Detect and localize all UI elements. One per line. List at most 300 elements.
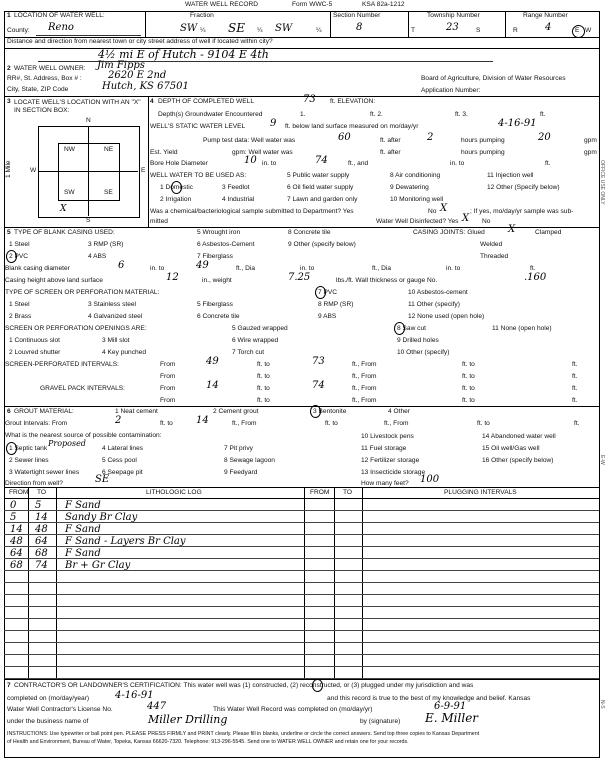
ft-from-label: ft., From (352, 373, 377, 380)
open-key[interactable]: 4 Key punched (102, 349, 146, 356)
ft-label: ft. (572, 397, 578, 404)
ft-to-label: ft. to (257, 397, 270, 404)
fraction-2-value[interactable]: SE (228, 21, 245, 35)
township-t: T (411, 27, 416, 34)
distance-value[interactable]: 4½ mi E of Hutch - 9104 E 4th (98, 48, 269, 61)
chem-no[interactable]: No (428, 208, 437, 215)
contam-lateral[interactable]: 4 Lateral lines (102, 445, 144, 452)
nw-label: NW (64, 146, 75, 153)
rule (330, 11, 331, 37)
section-number: 3 (7, 98, 11, 105)
screen-pvc[interactable]: 7 PVC (318, 289, 338, 296)
ft-to-label: ft. to (257, 373, 270, 380)
city-label: City, State, ZIP Code (7, 86, 69, 93)
open-louvred[interactable]: 2 Louvred shutter (9, 349, 61, 356)
gw-4: ft. (540, 111, 546, 118)
ksa-reference: KSA 82a-1212 (362, 1, 405, 8)
section-number-label: Section Number (333, 12, 381, 19)
casing-diameter-label: Blank casing diameter (5, 265, 70, 272)
address-value[interactable]: 2620 E 2nd (108, 70, 167, 81)
rule (4, 96, 599, 97)
casing-wrought[interactable]: 5 Wrought iron (197, 229, 241, 236)
use-domestic-circle (171, 181, 182, 194)
screen-asbestos[interactable]: 10 Asbestos-cement (408, 289, 468, 296)
range-e: E (575, 27, 580, 34)
casing-steel[interactable]: 1 Steel (9, 241, 30, 248)
completed-label: completed on (mo/day/year) (7, 695, 90, 702)
use-other[interactable]: 12 Other (Specify below) (487, 184, 560, 191)
log-from-cell[interactable]: 48 (10, 536, 23, 547)
city-value[interactable]: Hutch, KS 67501 (102, 81, 189, 92)
form-title: WATER WELL RECORD (185, 1, 259, 8)
contam-oilgas[interactable]: 15 Oil well/Gas well (482, 445, 540, 452)
open-other[interactable]: 10 Other (specify) (397, 349, 450, 356)
mile-label: 1 Mile (5, 160, 12, 178)
casing-fiberglass[interactable]: 7 Fiberglass (197, 253, 233, 260)
log-desc-cell[interactable]: Br + Gr Clay (65, 560, 131, 571)
ft-to-label: ft. to (257, 361, 270, 368)
application-label: Application Number: (421, 87, 481, 94)
record-completed-label: This Water Well Record was completed on (mo/day/yr) (213, 706, 373, 713)
chem-tail: ; If yes, mo/day/yr sample was sub- (470, 208, 574, 215)
section-number-value[interactable]: 8 (356, 22, 363, 33)
casing-rmp[interactable]: 3 RMP (SR) (88, 241, 124, 248)
joints-threaded[interactable]: Threaded (480, 253, 509, 260)
joints-label: CASING JOINTS: Glued (413, 229, 485, 236)
gw-1: 1. (300, 111, 306, 118)
weight-value[interactable]: 7.25 (288, 272, 311, 283)
screen-other[interactable]: 11 Other (specify) (408, 301, 460, 308)
screen-abs[interactable]: 9 ABS (318, 313, 337, 320)
rule (505, 11, 506, 37)
contam-other[interactable]: 16 Other (specify below) (482, 457, 554, 464)
use-public[interactable]: 5 Public water supply (287, 172, 350, 179)
use-domestic[interactable]: 1 Domestic (160, 184, 193, 191)
rule (4, 487, 599, 488)
section-number: 4 (150, 98, 154, 105)
height-label: Casing height above land surface (5, 277, 103, 284)
open-none[interactable]: 11 None (open hole) (492, 325, 552, 332)
gw-2: ft. 2. (370, 111, 383, 118)
pump-gpm-value[interactable]: 20 (538, 132, 551, 143)
log-rule (4, 546, 599, 547)
grout-neat[interactable]: 1 Neat cement (115, 408, 158, 415)
ft-and-label: ft., and (348, 160, 369, 167)
well-location-mark[interactable]: X (60, 204, 67, 214)
ft-to-label: ft. to (325, 420, 338, 427)
cert-line-2: and this record is true to the best of my knowledge and belief. Kansas (327, 695, 531, 702)
contamination-label: What is the nearest source of possible contamination: (5, 432, 162, 439)
completed-value[interactable]: 4-16-91 (115, 690, 154, 701)
ft-label: ft. (530, 265, 536, 272)
use-lawn[interactable]: 7 Lawn and garden only (287, 196, 358, 203)
license-label: Water Well Contractor's License No. (7, 706, 113, 713)
mitted-label: mitted (150, 218, 168, 225)
ft-label: ft. (545, 160, 551, 167)
grout-other[interactable]: 4 Other (388, 408, 410, 415)
open-mill[interactable]: 3 Mill slot (102, 337, 130, 344)
east-label: E (141, 167, 146, 174)
use-industrial[interactable]: 4 Industrial (222, 196, 255, 203)
openings-label: SCREEN OR PERFORATION OPENINGS ARE: (5, 325, 147, 332)
ft-label: ft. (572, 385, 578, 392)
business-label: under the business name of (7, 718, 89, 725)
pump-ft-value[interactable]: 60 (338, 132, 351, 143)
board-label: Board of Agriculture, Division of Water Resources (421, 75, 566, 82)
gpm-unit: gpm (584, 137, 597, 144)
open-sawcut-circle (394, 322, 405, 335)
log-desc-cell[interactable]: F Sand - Layers Br Clay (65, 536, 186, 547)
ft-to-label: ft. to (462, 373, 475, 380)
open-gauzed[interactable]: 5 Gauzed wrapped (232, 325, 288, 332)
contam-lagoon[interactable]: 8 Sewage lagoon (224, 457, 275, 464)
log-rule (4, 534, 599, 535)
contam-fertilizer[interactable]: 12 Fertilizer storage (361, 457, 420, 464)
margin-ew: E-W (599, 455, 605, 465)
log-from2-header: FROM (310, 489, 330, 496)
grout-cement[interactable]: 2 Cement grout (213, 408, 259, 415)
ft-dia-label: ft., Dia (236, 265, 256, 272)
static-level-value[interactable]: 9 (270, 118, 277, 129)
screen-material-label: TYPE OF SCREEN OR PERFORATION MATERIAL: (5, 289, 160, 296)
disinfected-label: Water Well Disinfected? Yes (376, 218, 459, 225)
direction-label: Direction from well? (5, 480, 63, 487)
casing-label: TYPE OF BLANK CASING USED: (14, 229, 115, 236)
section-number: 5 (7, 229, 11, 236)
casing-abs[interactable]: 4 ABS (88, 253, 107, 260)
bore-diameter-value[interactable]: 10 (244, 155, 257, 166)
log-rule (4, 606, 599, 607)
township-value[interactable]: 23 (446, 22, 459, 33)
bore-label: Bore Hole Diameter (150, 160, 208, 167)
gw-3: ft. 3. (455, 111, 468, 118)
grout-to-value[interactable]: 14 (196, 415, 209, 426)
log-to2-header: TO (343, 489, 353, 496)
ft-from-label: ft., From (352, 397, 377, 404)
screen-none[interactable]: 12 None used (open hole) (408, 313, 485, 320)
owner-label: WATER WELL OWNER: (14, 65, 86, 72)
hours-pumping-label: hours pumping (461, 137, 505, 144)
range-r: R (513, 27, 518, 34)
screen-brass[interactable]: 2 Brass (9, 313, 32, 320)
gravel-from-value[interactable]: 14 (206, 380, 219, 391)
ft-dia-label: ft., Dia (372, 265, 392, 272)
county-label: County: (7, 27, 30, 34)
township-s: S (476, 27, 481, 34)
county-underline (36, 35, 141, 36)
contam-feedyard[interactable]: 9 Feedyard (224, 469, 258, 476)
rule (304, 487, 305, 679)
rule (408, 11, 409, 37)
in-to-label: in. to (262, 160, 277, 167)
gauge-value[interactable]: .160 (524, 272, 547, 283)
ft-to-label: ft. to (257, 385, 270, 392)
log-from-cell[interactable]: 0 (10, 500, 17, 511)
from-label: From (160, 373, 176, 380)
section-number: 1 (7, 12, 11, 19)
ne-label: NE (104, 146, 114, 153)
rule (4, 679, 599, 680)
casing-diameter-value[interactable]: 6 (118, 260, 125, 271)
casing-pvc[interactable]: 2 PVC (9, 253, 29, 260)
use-irrigation[interactable]: 2 Irrigation (160, 196, 192, 203)
rule (148, 96, 149, 227)
open-continuous[interactable]: 1 Continuous slot (9, 337, 60, 344)
log-rule (4, 678, 599, 679)
contam-septic-circle (6, 442, 17, 455)
after-label: ft. after (380, 149, 401, 156)
contam-septic[interactable]: 1 Septic tank (9, 445, 48, 452)
instructions-line-2: of Health and Environment, Bureau of Water, Topeka, Kansas 66620-7320. Telephone: 913-296-5545. Send one to WATER WELL OWNER and retain one for your records. (7, 739, 409, 745)
grout-from-value[interactable]: 2 (115, 415, 122, 426)
contam-privy[interactable]: 7 Pit privy (224, 445, 253, 452)
feet-label: How many feet? (361, 480, 409, 487)
screen-intervals-label: SCREEN-PERFORATED INTERVALS: (5, 361, 119, 368)
constructed-circle (312, 679, 323, 692)
quarter-mark: ¼ (316, 27, 322, 34)
log-to-cell[interactable]: 5 (35, 500, 42, 511)
screen-concrete[interactable]: 6 Concrete tile (197, 313, 240, 320)
log-rule (4, 654, 599, 655)
section-number: 6 (7, 408, 11, 415)
rule (4, 48, 599, 49)
address-label: RR#, St. Address, Box # : (7, 75, 82, 82)
ft-to-label: ft. to (462, 385, 475, 392)
gpm-unit: gpm (584, 149, 597, 156)
gauge-label: lbs./ft. Wall thickness or gauge No. (336, 277, 438, 284)
log-rule (4, 618, 599, 619)
height-value[interactable]: 12 (166, 272, 179, 283)
west-label: W (30, 167, 37, 174)
open-wire[interactable]: 6 Wire wrapped (232, 337, 279, 344)
after-label: ft. after (380, 137, 401, 144)
log-rule (4, 594, 599, 595)
use-feedlot[interactable]: 3 Feedlot (222, 184, 250, 191)
rule (145, 11, 146, 37)
instructions-line-1: INSTRUCTIONS: Use typewriter or ball point pen. PLEASE PRESS FIRMLY and PRINT clearly. Please fill in blanks, underline or circle the correct answers. Send top three copies to Kansas Department (7, 731, 480, 737)
section-number: 7 (7, 682, 11, 689)
groundwater-label: Depth(s) Groundwater Encountered (158, 111, 263, 118)
log-to-cell[interactable]: 74 (35, 560, 48, 571)
rule (28, 487, 29, 679)
log-to-header: TO (37, 489, 47, 496)
in-to-label: in. to (150, 265, 165, 272)
direction-value[interactable]: SE (95, 474, 110, 485)
joints-clamped[interactable]: Clamped (535, 229, 562, 236)
ft-from-label: ft., From (352, 361, 377, 368)
owner-value[interactable]: Jim Fipps (97, 60, 145, 71)
log-from-cell[interactable]: 68 (10, 560, 23, 571)
contam-seepage[interactable]: 6 Seepage pit (102, 469, 143, 476)
record-date-value[interactable]: 6-9-91 (434, 701, 467, 712)
locate-label: LOCATE WELL'S LOCATION WITH AN "X" IN SECTION BOX: (14, 99, 141, 114)
chem-label: Was a chemical/bacteriological sample submitted to Department? Yes (150, 208, 354, 215)
bore-depth-value[interactable]: 74 (315, 155, 328, 166)
contam-abandoned[interactable]: 14 Abandoned water well (482, 433, 556, 440)
rule (4, 498, 599, 499)
log-rule (4, 570, 599, 571)
pump-hours-value[interactable]: 2 (427, 132, 434, 143)
log-rule (4, 642, 599, 643)
open-sawcut[interactable]: 8 Saw cut (397, 325, 426, 332)
ft-from-label: ft., From (352, 385, 377, 392)
section-1-label: LOCATION OF WATER WELL: (14, 12, 105, 19)
casing-other[interactable]: 9 Other (specify below) (288, 241, 356, 248)
static-date-value[interactable]: 4-16-91 (498, 118, 537, 129)
gravel-to-value[interactable]: 74 (312, 380, 325, 391)
depth-value[interactable]: 73 (303, 94, 316, 105)
open-torch[interactable]: 7 Torch cut (232, 349, 265, 356)
range-e-circle (572, 25, 585, 38)
quarter-mark: ¼ (257, 27, 263, 34)
casing-to-value[interactable]: 49 (196, 260, 209, 271)
screen-to-value[interactable]: 73 (312, 356, 325, 367)
screen-rmp[interactable]: 8 RMP (SR) (318, 301, 354, 308)
screen-stainless[interactable]: 3 Stainless steel (88, 301, 137, 308)
yield-tail: gpm: Well water was (232, 149, 293, 156)
quarter-mark: ¼ (200, 27, 206, 34)
weight-label: in., weight (202, 277, 232, 284)
hours-pumping-label: hours pumping (461, 149, 505, 156)
grout-intervals-label: Grout Intervals: From (5, 420, 68, 427)
sw-label: SW (64, 189, 75, 196)
elevation-label: ft. ELEVATION: (330, 98, 376, 105)
use-label: WELL WATER TO BE USED AS: (150, 172, 247, 179)
log-rule (4, 582, 599, 583)
in-to-label: in. to (300, 265, 315, 272)
rule (334, 487, 335, 679)
fraction-label: Fraction (190, 12, 214, 19)
screen-steel[interactable]: 1 Steel (9, 301, 30, 308)
log-desc-cell[interactable]: F Sand (65, 500, 101, 511)
contam-watertight[interactable]: 3 Watertight sewer lines (9, 469, 80, 476)
open-drilled[interactable]: 9 Drilled holes (397, 337, 439, 344)
range-w: W (585, 27, 592, 34)
from-label: From (160, 385, 176, 392)
from-label: From (160, 397, 176, 404)
casing-asbestos[interactable]: 6 Asbestos-Cement (197, 241, 255, 248)
contam-septic-note: Proposed (48, 439, 86, 448)
log-litho-header: LITHOLOGIC LOG (146, 489, 202, 496)
section-number: 2 (7, 65, 11, 72)
south-label: S (86, 217, 91, 224)
log-to-cell[interactable]: 48 (35, 524, 48, 535)
ft-label: ft. (574, 420, 580, 427)
license-value[interactable]: 447 (147, 701, 167, 712)
log-to-cell[interactable]: 68 (35, 548, 48, 559)
use-oilfield[interactable]: 6 Oil field water supply (287, 184, 354, 191)
log-from-header: FROM (9, 489, 29, 496)
contam-sewer[interactable]: 2 Sewer lines (9, 457, 49, 464)
log-plug-header: PLUGGING INTERVALS (444, 489, 517, 496)
range-label: Range Number (523, 12, 568, 19)
log-from-cell[interactable]: 14 (10, 524, 23, 535)
static-level-label: WELL'S STATIC WATER LEVEL (150, 123, 246, 130)
ft-to-label: ft. to (462, 397, 475, 404)
grout-bentonite[interactable]: 3 Bentonite (313, 408, 347, 415)
ft-to-label: ft. to (160, 420, 173, 427)
gravel-intervals-label: GRAVEL PACK INTERVALS: (40, 385, 126, 392)
business-value[interactable]: Miller Drilling (148, 713, 228, 726)
log-desc-cell[interactable]: F Sand (65, 548, 101, 559)
log-from-cell[interactable]: 64 (10, 548, 23, 559)
joints-welded[interactable]: Welded (480, 241, 503, 248)
static-level-tail: ft. below land surface measured on mo/day/yr (285, 123, 419, 130)
chem-no-mark: X (440, 203, 448, 214)
screen-fiberglass[interactable]: 5 Fiberglass (197, 301, 233, 308)
log-desc-cell[interactable]: F Sand (65, 524, 101, 535)
margin-ns: N-S (599, 700, 605, 709)
log-rule (4, 558, 599, 559)
ft-from-label: ft., From (384, 420, 409, 427)
screen-pvc-circle (315, 286, 326, 299)
feet-value[interactable]: 100 (420, 474, 440, 485)
screen-from-value[interactable]: 49 (206, 356, 219, 367)
in-to-label: in. to (450, 160, 465, 167)
screen-galvanized[interactable]: 4 Galvanized steel (88, 313, 143, 320)
rule (56, 487, 57, 679)
signature-label: by (signature) (360, 718, 401, 725)
depth-label: DEPTH OF COMPLETED WELL (158, 98, 254, 105)
office-use-note: OFFICE USE ONLY (599, 160, 605, 205)
contam-cesspool[interactable]: 5 Cess pool (102, 457, 137, 464)
rule (362, 487, 363, 679)
ft-label: ft. (572, 373, 578, 380)
casing-pvc-circle (6, 250, 17, 263)
grout-bentonite-circle (310, 405, 321, 418)
log-desc-cell[interactable]: Sandy Br Clay (65, 512, 138, 523)
contam-fuel[interactable]: 11 Fuel storage (361, 445, 407, 452)
log-rule (4, 630, 599, 631)
in-to-label: in. to (446, 265, 461, 272)
use-injection[interactable]: 11 Injection well (487, 172, 534, 179)
use-dewatering[interactable]: 9 Dewatering (390, 184, 429, 191)
cert-line-1: CONTRACTOR'S OR LANDOWNER'S CERTIFICATION: This water well was (1) constructed, (2) reconstructed, or (3) plugged under my jurisdiction and was (14, 682, 474, 689)
se-label: SE (104, 189, 113, 196)
joints-mark: X (508, 224, 516, 235)
grout-label: GROUT MATERIAL: (14, 408, 74, 415)
township-label: Township Number (427, 12, 480, 19)
log-rule (4, 666, 599, 667)
log-to-cell[interactable]: 14 (35, 512, 48, 523)
from-label: From (160, 361, 176, 368)
contam-livestock[interactable]: 10 Livestock pens (361, 433, 414, 440)
fraction-1-value[interactable]: SW (180, 23, 198, 34)
ft-label: ft. (572, 361, 578, 368)
pump-test-label: Pump test data: Well water was (203, 137, 296, 144)
range-value[interactable]: 4 (545, 22, 552, 33)
county-value[interactable]: Reno (48, 22, 74, 33)
use-air[interactable]: 8 Air conditioning (390, 172, 441, 179)
distance-label: Distance and direction from nearest town or city street address of well if located within city? (7, 38, 273, 45)
signature-value[interactable]: E. Miller (425, 711, 479, 725)
ft-to-label: ft. to (462, 361, 475, 368)
contam-insecticide[interactable]: 13 Insecticide storage (361, 469, 426, 476)
log-rule (4, 510, 599, 511)
use-monitoring[interactable]: 10 Monitoring well (390, 196, 444, 203)
disinfected-no[interactable]: No (482, 218, 491, 225)
ft-from-label: ft., From (232, 420, 257, 427)
form-number: Form WWC-5 (292, 1, 333, 8)
log-rule (4, 522, 599, 523)
fraction-3-value[interactable]: SW (275, 23, 293, 34)
yield-label: Est. Yield (150, 149, 178, 156)
north-label: N (86, 117, 91, 124)
ft-to-label: ft. to (477, 420, 490, 427)
log-to-cell[interactable]: 64 (35, 536, 48, 547)
casing-concrete[interactable]: 8 Concrete tile (288, 229, 331, 236)
log-from-cell[interactable]: 5 (10, 512, 17, 523)
